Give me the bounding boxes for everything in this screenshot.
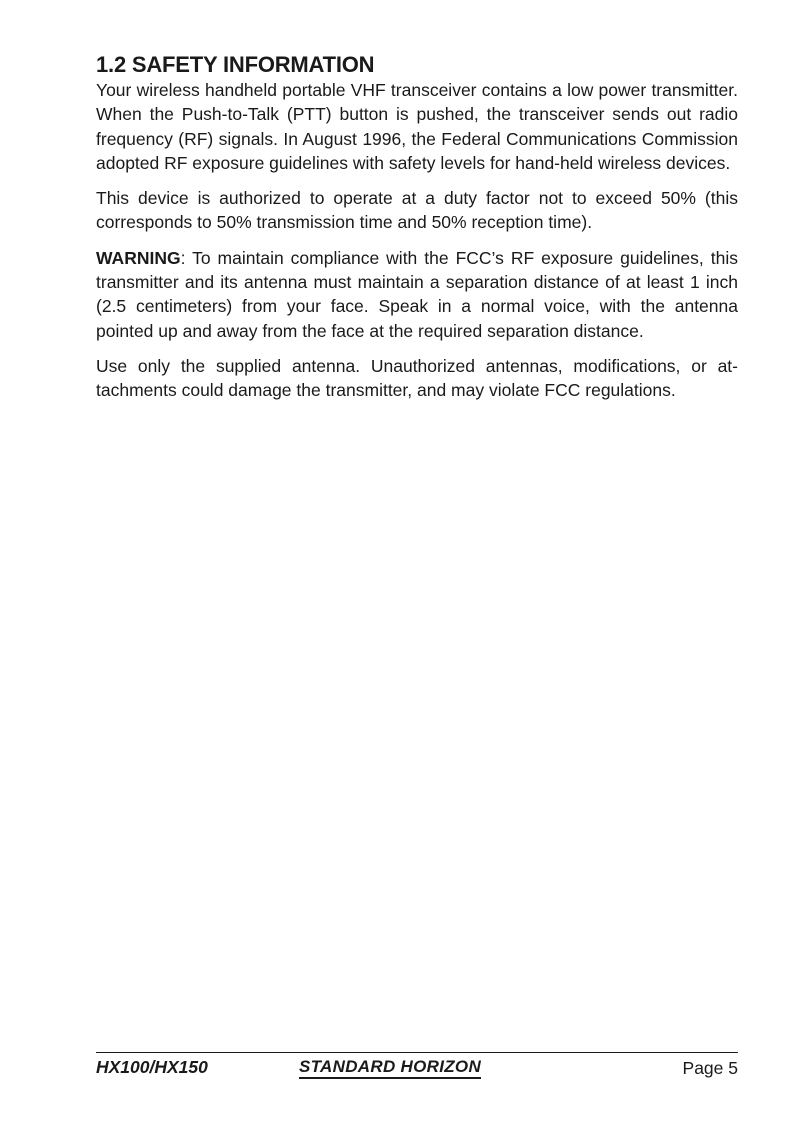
- footer-rule: [96, 1052, 738, 1053]
- paragraph-antenna: Use only the supplied antenna. Unauthorized antennas, modifications, or attachments could damage the transmitter, and may violate FCC regulations.: [96, 355, 738, 401]
- section-title: 1.2 SAFETY INFORMATION: [96, 52, 375, 77]
- warning-label: WARNING: [96, 247, 181, 268]
- warning-text: : To maintain compliance with the FCC’s RF exposure guidelines, this transmitter and its antenna must maintain a separation distance of at least 1 inch (2.5 centimeters) from your face. Speak in a normal voice, with the antenna pointed up and away from the face at the required separation distance.: [96, 247, 738, 341]
- paragraph-duty-factor: This device is authorized to operate at a duty factor not to exceed 50% (this corresponds to 50% transmission time and 50% reception time).: [96, 188, 738, 233]
- footer-brand-underline: [299, 1077, 481, 1079]
- paragraph-rf-transmitter: Your wireless handheld portable VHF transceiver contains a low power transmitter. When the Push-to-Talk (PTT) button is pushed, the transceiver sends out radio frequency (RF) signals. In August 1996, the Federal Communications Commission adopted RF exposure guidelines with safety levels for hand-held wireless devices.: [96, 80, 738, 173]
- footer-model: HX100/HX150: [96, 1057, 208, 1077]
- footer-brand-logo: [299, 1057, 481, 1077]
- footer-page-number: Page 5: [682, 1058, 738, 1078]
- page-footer: [96, 1052, 738, 1082]
- paragraph-warning: [96, 246, 738, 343]
- footer-brand-text: STANDARD HORIZON: [299, 1057, 482, 1076]
- page-content: [96, 52, 738, 414]
